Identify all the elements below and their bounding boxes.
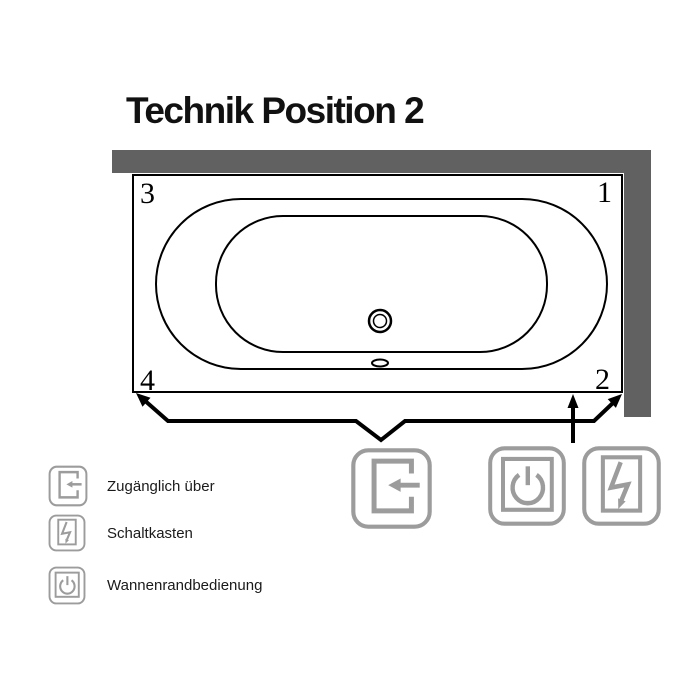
lightning-bolt-icon: [48, 514, 107, 552]
switchbox-arrow: [568, 394, 579, 443]
power-symbol-icon: [48, 566, 107, 605]
legend-label-switchbox: Schaltkasten: [107, 524, 193, 542]
legend-item-switchbox: [48, 514, 193, 552]
corner-label-1: 1: [597, 176, 612, 209]
legend-item-access: [48, 465, 215, 507]
door-entry-arrow-icon: [48, 465, 107, 507]
arrowhead-switchbox: [568, 394, 579, 408]
page-title: Technik Position 2: [126, 90, 424, 131]
legend-item-rimcontrol: [48, 566, 262, 605]
access-span-arrow: [136, 393, 622, 440]
wall-top: [112, 150, 651, 173]
corner-label-3: 3: [140, 177, 155, 210]
corner-label-2: 2: [595, 363, 610, 396]
access-panel-position-icon: [350, 447, 433, 535]
switch-box-position-icon: [581, 445, 662, 532]
legend-label-access: Zugänglich über: [107, 477, 215, 495]
corner-label-4: 4: [140, 364, 155, 397]
wall-right: [624, 150, 651, 417]
rim-control-position-icon: [487, 445, 567, 532]
legend-label-rimcontrol: Wannenrandbedienung: [107, 577, 263, 594]
